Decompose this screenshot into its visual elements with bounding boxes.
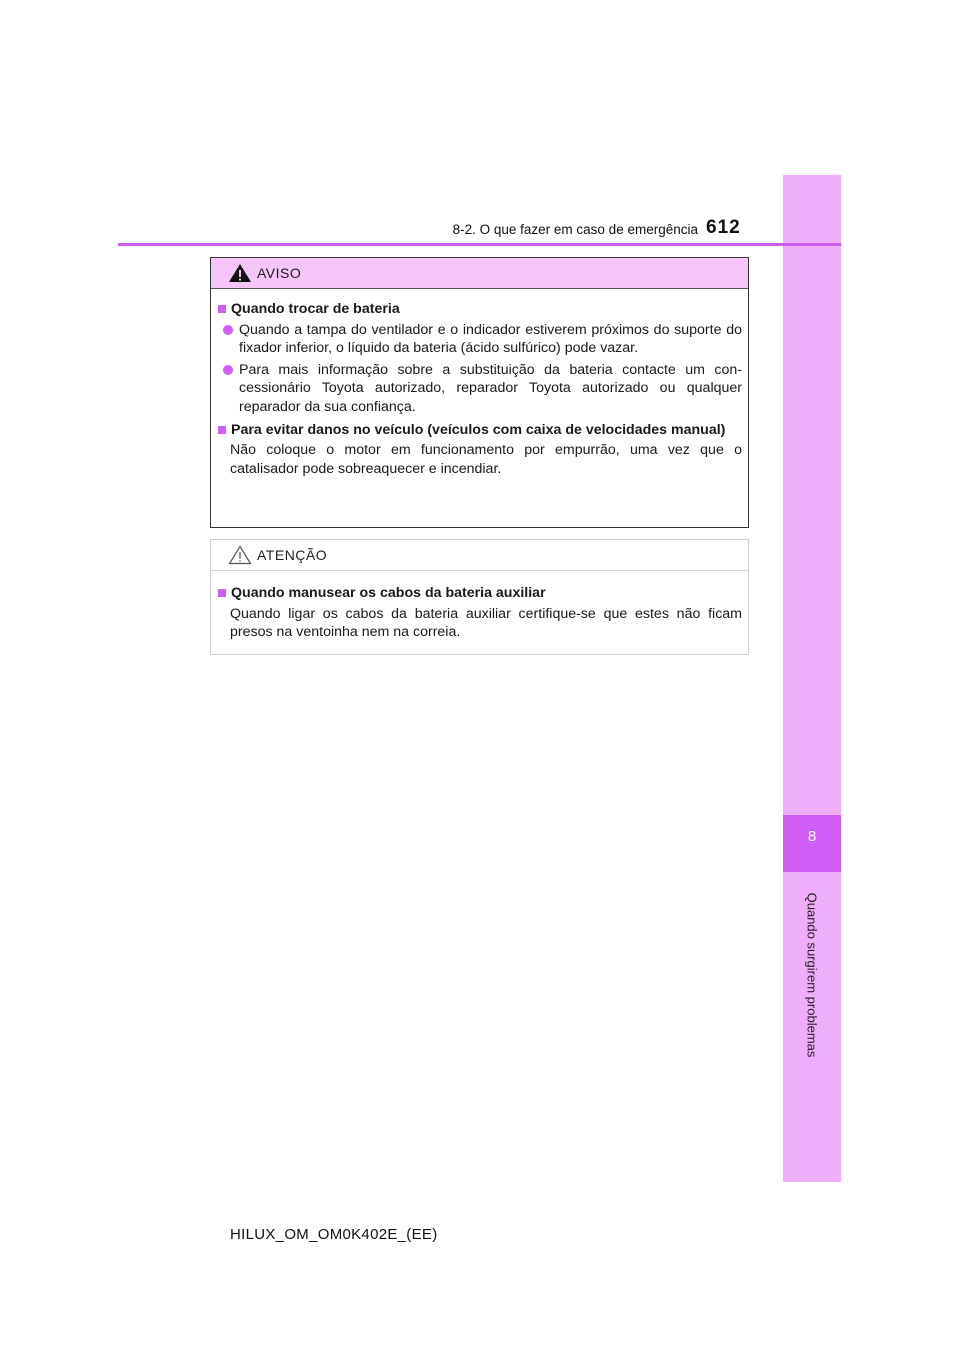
- caution-item-heading: Quando manusear os cabos da bateria auxiliar: [217, 584, 742, 603]
- document-code: HILUX_OM_OM0K402E_(EE): [230, 1226, 438, 1243]
- page-number: 612: [706, 217, 741, 238]
- warning-box: [210, 257, 749, 528]
- caution-box-header: [211, 540, 748, 571]
- warning-item-heading: Quando trocar de bateria: [217, 300, 742, 319]
- chapter-title: Quando surgirem problemas: [804, 892, 820, 1058]
- round-bullet-icon: [223, 365, 233, 375]
- warning-box-body: [211, 289, 748, 478]
- caution-box-title: ATENÇÃO: [257, 547, 328, 563]
- caution-box: [210, 539, 749, 655]
- caution-triangle-outline-icon: [228, 545, 252, 565]
- warning-item-heading: Para evitar danos no veículo (veículos com caixa de velocidades manual): [217, 421, 742, 440]
- square-bullet-icon: [218, 589, 226, 597]
- warning-paragraph: Não coloque o motor em funcionamento por empurrão, uma vez que o catalisador pode sobreaquecer e incendiar.: [230, 442, 742, 477]
- round-bullet-icon: [223, 325, 233, 335]
- section-title: 8-2. O que fazer em caso de emergência: [452, 222, 698, 237]
- warning-box-header: [211, 258, 748, 289]
- caution-box-body: [211, 571, 748, 642]
- warning-bullet: Quando a tampa do ventilador e o indicador estiverem próximos do suporte do fixador inferior, o líquido da bateria (ácido sulfúrico) pode vazar.: [223, 321, 742, 358]
- warning-bullet: Para mais informação sobre a substituição da bateria contacte um con-cessionário Toyota autorizado, reparador Toyota autorizado ou qualquer reparador da sua confiança.: [223, 361, 742, 417]
- square-bullet-icon: [218, 305, 226, 313]
- warning-triangle-icon: [228, 263, 252, 283]
- header-rule: [118, 243, 841, 246]
- caution-paragraph: Quando ligar os cabos da bateria auxiliar certifique-se que estes não ficam presos na ventoinha nem na correia.: [230, 605, 742, 641]
- warning-box-title: AVISO: [257, 265, 302, 281]
- chapter-number: 8: [807, 828, 817, 845]
- square-bullet-icon: [218, 426, 226, 434]
